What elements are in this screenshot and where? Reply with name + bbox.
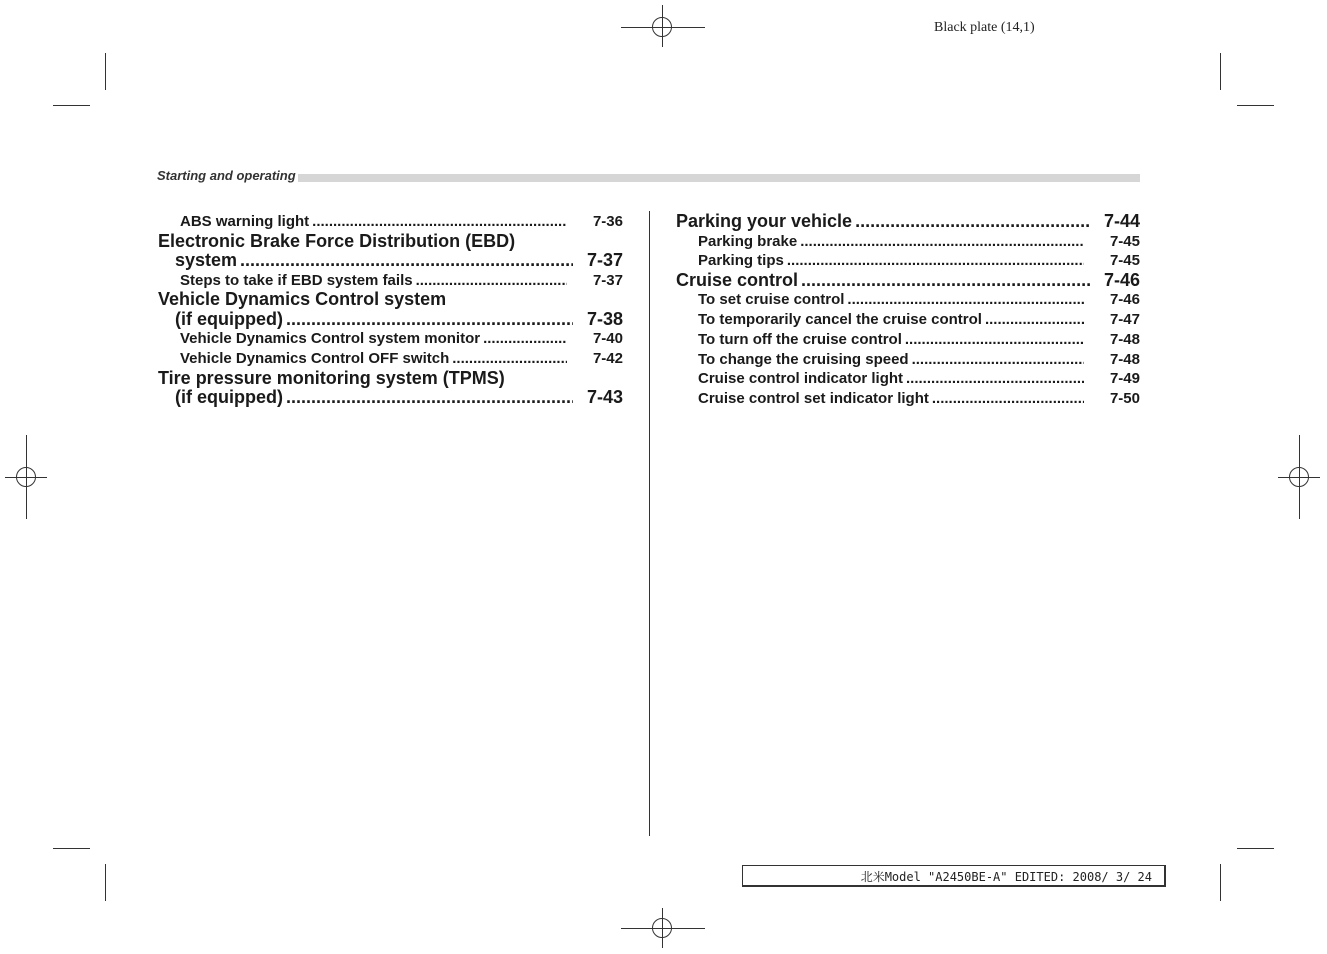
toc-entry-title: (if equipped): [175, 387, 283, 408]
toc-heading-vdc: Vehicle Dynamics Control system: [158, 289, 447, 310]
dot-leader: [787, 251, 1084, 271]
dot-leader: [985, 310, 1084, 330]
toc-entry-title: Parking brake: [698, 232, 798, 250]
dot-leader: [286, 310, 573, 330]
toc-entry-page: 7-47: [1109, 311, 1140, 329]
toc-entry-title: To turn off the cruise control: [698, 330, 902, 348]
toc-entry-parking-tips[interactable]: [676, 251, 1140, 271]
toc-entry-title: Cruise control indicator light: [698, 370, 904, 388]
toc-entry-page: 7-50: [1109, 389, 1140, 407]
toc-heading-tpms: Tire pressure monitoring system (TPMS): [158, 367, 505, 388]
toc-heading-ebd: Electronic Brake Force Distribution (EBD): [158, 230, 516, 251]
toc-entry-parking-brake[interactable]: [676, 232, 1140, 252]
toc-entry-cancel-cruise[interactable]: [676, 310, 1140, 330]
toc-entry-title: To change the cruising speed: [698, 350, 909, 368]
dot-leader: [286, 388, 573, 408]
toc-entry-title: Cruise control: [676, 269, 799, 290]
toc-entry-page: 7-46: [1103, 269, 1140, 290]
toc-entry-title: ABS warning light: [180, 213, 310, 230]
toc-entry-page: 7-44: [1103, 211, 1140, 231]
toc-left-column: [158, 212, 623, 408]
toc-entry-page: 7-48: [1109, 330, 1140, 348]
toc-entry-page: 7-43: [586, 387, 623, 408]
toc-entry-change-speed[interactable]: [676, 350, 1140, 370]
toc-entry-title: Cruise control set indicator light: [698, 389, 929, 407]
dot-leader: [800, 232, 1084, 252]
toc-entry-page: 7-36: [592, 213, 623, 230]
toc-entry-title: Parking tips: [698, 252, 784, 270]
toc-entry-title: To set cruise control: [698, 291, 845, 309]
toc-entry-indicator-light[interactable]: [676, 369, 1140, 389]
toc-entry-page: 7-49: [1109, 370, 1140, 388]
toc-entry-turn-off-cruise[interactable]: [676, 330, 1140, 350]
section-header-bar: [157, 174, 1140, 182]
toc-entry-page: 7-38: [586, 308, 623, 329]
toc-entry-tpms[interactable]: [158, 388, 623, 408]
toc-entry-vdc-monitor[interactable]: [158, 329, 623, 349]
toc-entry-page: 7-48: [1109, 350, 1140, 368]
dot-leader: [932, 389, 1084, 409]
toc-entry-vdc-off[interactable]: [158, 349, 623, 369]
dot-leader: [240, 251, 573, 271]
dot-leader: [847, 290, 1084, 310]
toc-entry-set-indicator-light[interactable]: [676, 389, 1140, 409]
toc-entry-title: Vehicle Dynamics Control system monitor: [180, 330, 481, 348]
dot-leader: [801, 271, 1090, 291]
toc-entry-title: Steps to take if EBD system fails: [180, 271, 413, 289]
toc-entry-title: (if equipped): [175, 308, 283, 329]
dot-leader: [912, 350, 1084, 370]
plate-label: Black plate (14,1): [934, 20, 1035, 35]
toc-entry-title: Parking your vehicle: [676, 211, 853, 231]
dot-leader: [855, 212, 1090, 232]
footer-edit-box: [742, 865, 1166, 887]
dot-leader: [483, 329, 567, 349]
dot-leader: [906, 369, 1084, 389]
toc-entry-vdc[interactable]: [158, 310, 623, 330]
dot-leader: [452, 349, 567, 369]
toc-entry-parking[interactable]: [676, 212, 1140, 232]
toc-entry-ebd-steps[interactable]: [158, 271, 623, 291]
toc-entry-title: system: [175, 250, 238, 271]
toc-entry-page: 7-45: [1109, 252, 1140, 270]
toc-entry-page: 7-42: [592, 350, 623, 368]
toc-entry-abs[interactable]: [158, 212, 623, 232]
section-title: Starting and operating: [157, 168, 296, 183]
footer-edit-stamp: 北米Model "A2450BE-A" EDITED: 2008/ 3/ 24: [860, 870, 1152, 884]
toc-entry-cruise[interactable]: [676, 271, 1140, 291]
toc-entry-page: 7-45: [1109, 232, 1140, 250]
toc-entry-title: To temporarily cancel the cruise control: [698, 311, 982, 329]
toc-entry-page: 7-46: [1109, 291, 1140, 309]
toc-entry-page: 7-37: [592, 271, 623, 289]
toc-entry-title: Vehicle Dynamics Control OFF switch: [180, 350, 450, 368]
toc-right-column: [676, 212, 1140, 409]
toc-entry-page: 7-40: [592, 330, 623, 348]
dot-leader: [905, 330, 1084, 350]
toc-entry-ebd[interactable]: [158, 251, 623, 271]
dot-leader: [416, 271, 567, 291]
toc-entry-page: 7-37: [586, 250, 623, 271]
dot-leader: [312, 212, 567, 232]
toc-entry-set-cruise[interactable]: [676, 290, 1140, 310]
column-divider: [649, 211, 650, 836]
